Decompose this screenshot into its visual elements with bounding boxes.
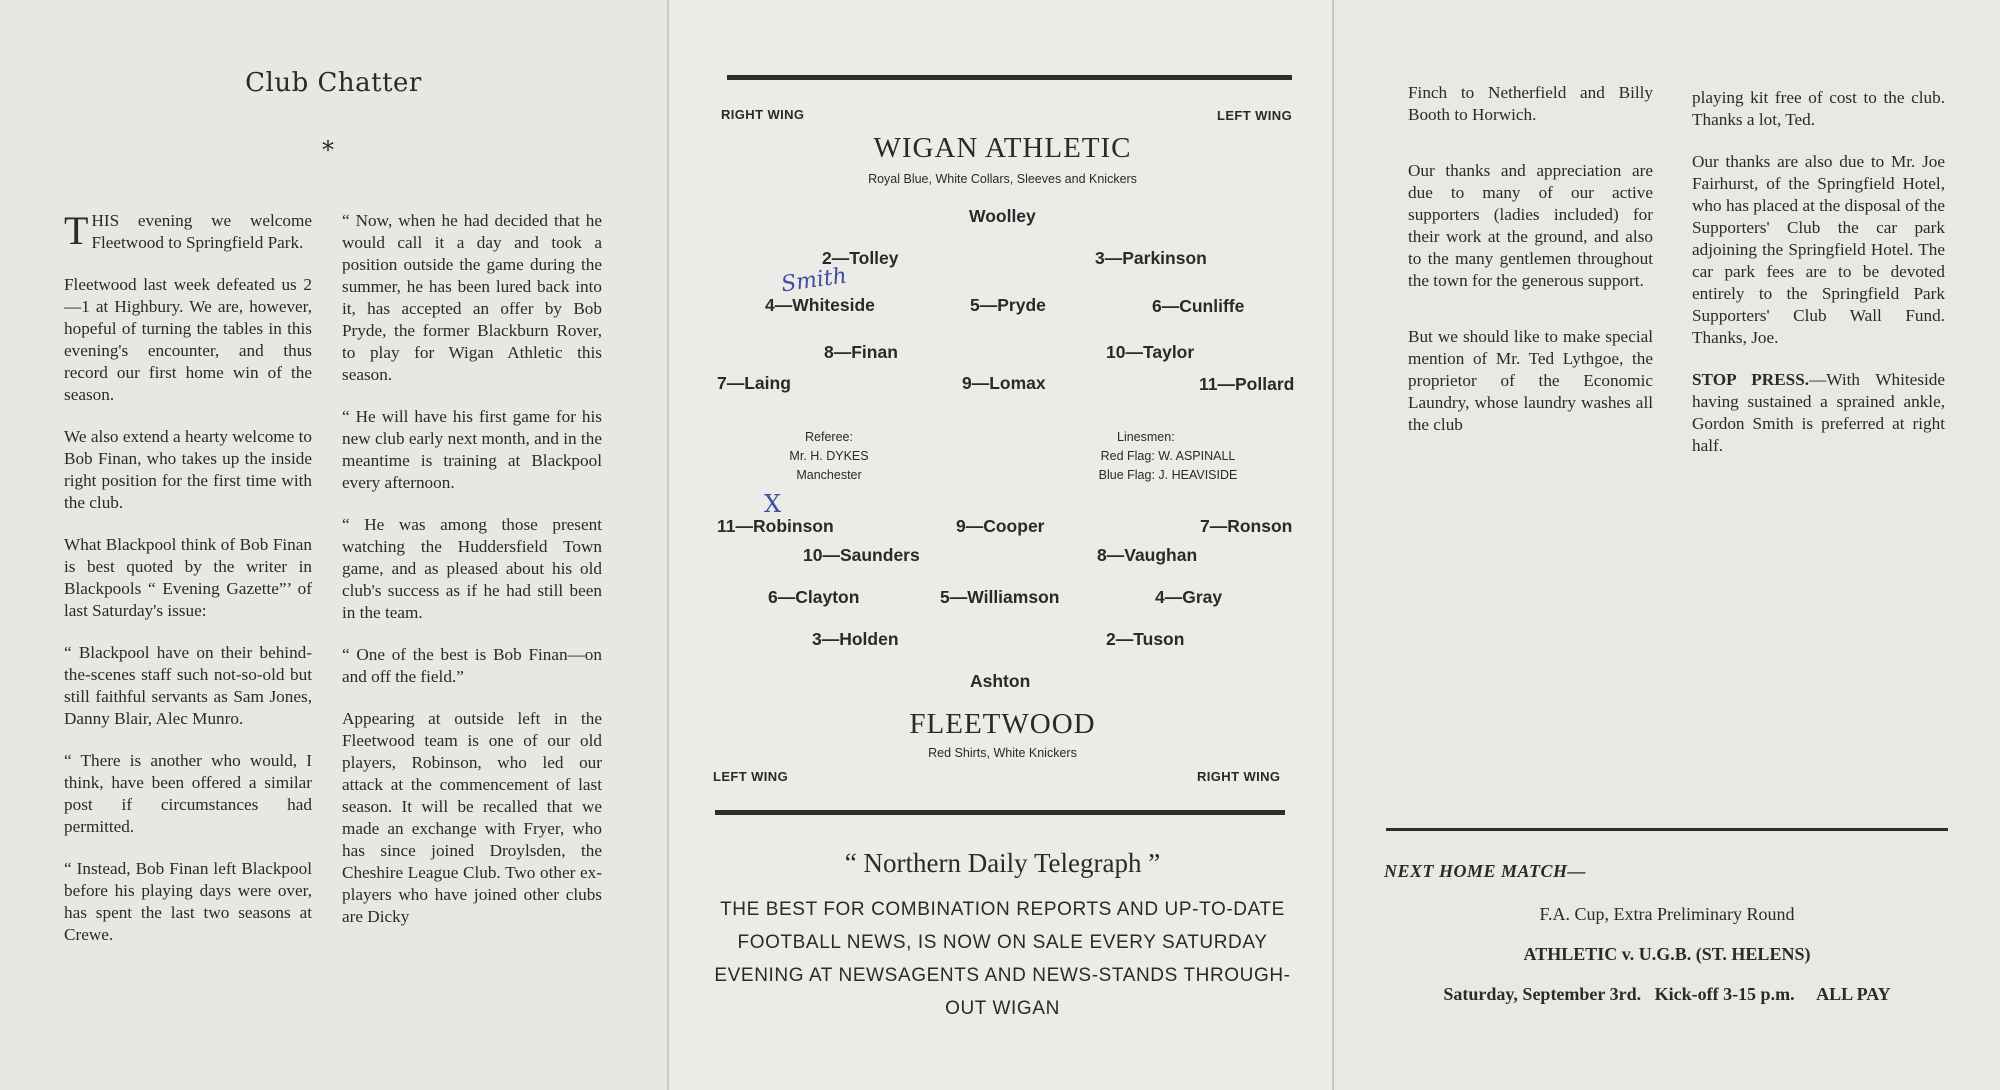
away-player: 2—Tuson <box>1106 629 1185 649</box>
next-match-date-kickoff: Saturday, September 3rd. Kick-off 3-15 p.m. ALL PAY <box>1443 984 1891 1004</box>
bottom-rule <box>715 810 1285 815</box>
paragraph: Fleetwood last week defeated us 2—1 at Highbury. We are, however, hopeful of turning the tables in this evening's encounter, and thus record our first home win of the season. <box>64 275 312 404</box>
paragraph: “ There is another who would, I think, have been offered a similar post if circumstances had permitted. <box>64 751 312 836</box>
team-sheet-panel <box>667 0 1334 1090</box>
home-player: 11—Pollard <box>1199 374 1295 394</box>
fold-crease <box>666 0 669 1090</box>
fold-crease <box>1333 0 1336 1090</box>
stop-press-label: STOP PRESS. <box>1692 370 1810 389</box>
referee-town: Manchester <box>796 468 862 482</box>
linesmen-block <box>1068 428 1268 485</box>
home-right-wing-label: RIGHT WING <box>721 107 805 122</box>
home-player: 7—Laing <box>717 373 791 393</box>
right-panel <box>1334 0 2000 1090</box>
away-player: 11—Robinson <box>717 516 834 536</box>
next-match-rule <box>1386 828 1948 831</box>
home-goalkeeper: Woolley <box>969 206 1036 226</box>
away-goalkeeper: Ashton <box>970 671 1031 691</box>
home-player: 5—Pryde <box>970 295 1046 315</box>
home-team-name: WIGAN ATHLETIC <box>873 132 1132 164</box>
paragraph: “ One of the best is Bob Finan—on and off the field.” <box>342 645 602 686</box>
away-player: 6—Clayton <box>768 587 860 607</box>
away-player: 9—Cooper <box>956 516 1045 536</box>
away-player: 5—Williamson <box>940 587 1060 607</box>
paragraph: Appearing at outside left in the Fleetwood team is one of our old players, Robinson, who led our attack at the commencement of last season. It will be recalled that we made an exchange with Fryer, who has since joined Droylsden, the Cheshire League Club. Two other ex-players who have joined other clubs are Dicky <box>342 709 602 926</box>
red-flag-linesman: Red Flag: W. ASPINALL <box>1100 449 1236 463</box>
paragraph: But we should like to make special mention of Mr. Ted Lythgoe, the proprietor of the Economic Laundry, whose laundry washes all the club <box>1408 327 1653 434</box>
away-team-colours: Red Shirts, White Knickers <box>928 746 1077 760</box>
home-player: 9—Lomax <box>962 373 1046 393</box>
blue-flag-linesman: Blue Flag: J. HEAVISIDE <box>1098 468 1238 482</box>
drop-cap: T <box>64 208 89 253</box>
thanks-column-1 <box>1408 82 1653 456</box>
club-chatter-column-2 <box>342 210 602 948</box>
home-player: 3—Parkinson <box>1095 248 1207 268</box>
next-home-match-heading: NEXT HOME MATCH— <box>1384 861 1587 881</box>
away-left-wing-label: LEFT WING <box>713 769 789 784</box>
paragraph: We also extend a hearty welcome to Bob Finan, who takes up the inside right position for the first time with the club. <box>64 427 312 512</box>
next-match-fixture: ATHLETIC v. U.G.B. (ST. HELENS) <box>1523 944 1811 964</box>
home-player: 10—Taylor <box>1106 342 1195 362</box>
title-ornament: * <box>322 136 334 164</box>
away-player: 8—Vaughan <box>1097 545 1198 565</box>
handwritten-note: Smith <box>779 263 849 298</box>
left-panel <box>0 0 667 1090</box>
home-player: 6—Cunliffe <box>1152 296 1245 316</box>
away-right-wing-label: RIGHT WING <box>1197 769 1281 784</box>
paragraph: “ Now, when he had decided that he would call it a day and took a position outside the game during the summer, he has been lured back into it, has accepted an offer by Bob Pryde, the former Blackburn Rover, to play for Wigan Athletic this season. <box>342 211 602 384</box>
next-match-competition: F.A. Cup, Extra Preliminary Round <box>1539 904 1795 924</box>
paragraph: “ Instead, Bob Finan left Blackpool before his playing days were over, has spent the last two seasons at Crewe. <box>64 859 312 944</box>
advert-title: “ Northern Daily Telegraph ” <box>844 848 1161 878</box>
home-player: 2—Tolley <box>822 248 899 268</box>
paragraph: “ Blackpool have on their behind-the-scenes staff such not-so-old but still faithful servants as Sam Jones, Danny Blair, Alec Munro. <box>64 643 312 728</box>
referee-name: Mr. H. DYKES <box>789 449 869 463</box>
paragraph: “ He was among those present watching the Huddersfield Town game, and as pleased about his old club's success as if he had still been in the team. <box>342 515 602 622</box>
advert-body: THE BEST FOR COMBINATION REPORTS AND UP-TO-DATE FOOTBALL NEWS, IS NOW ON SALE EVERY SATURDAY EVENING AT NEWSAGENTS AND NEWS-STANDS THROUGH-OUT WIGAN <box>714 899 1291 1019</box>
paragraph: What Blackpool think of Bob Finan is best quoted by the writer in Blackpools “ Evening Gazette”’ of last Saturday's issue: <box>64 535 312 620</box>
paragraph: Our thanks and appreciation are due to many of our active supporters (ladies included) for their work at the ground, and also to the many gentlemen throughout the town for the generous support. <box>1408 161 1653 290</box>
home-player: 8—Finan <box>824 342 898 362</box>
stop-press-paragraph <box>1692 369 1945 457</box>
home-player: 4—Whiteside <box>765 295 875 315</box>
linesmen-label: Linesmen: <box>1117 430 1175 444</box>
away-player: 3—Holden <box>812 629 899 649</box>
top-rule <box>727 75 1292 80</box>
paragraph: Our thanks are also due to Mr. Joe Fairhurst, of the Springfield Hotel, who has placed at the disposal of the Supporters' Club the car park adjoining the Springfield Hotel. The car park fees are to be devoted entirely to the Springfield Park Supporters' Club Wall Fund. Thanks, Joe. <box>1692 152 1945 347</box>
paragraph <box>64 210 312 254</box>
referee-label: Referee: <box>805 430 853 444</box>
handwritten-cross-mark: X <box>764 490 782 518</box>
thanks-column-2 <box>1692 87 1945 477</box>
paragraph: Finch to Netherfield and Billy Booth to Horwich. <box>1408 83 1653 124</box>
home-left-wing-label: LEFT WING <box>1217 108 1293 123</box>
club-chatter-column-1 <box>64 210 312 966</box>
club-chatter-title: Club Chatter <box>245 68 422 98</box>
paragraph: “ He will have his first game for his new club early next month, and in the meantime is training at Blackpool every afternoon. <box>342 407 602 492</box>
away-player: 4—Gray <box>1155 587 1223 607</box>
away-player: 10—Saunders <box>803 545 920 565</box>
paragraph: playing kit free of cost to the club. Thanks a lot, Ted. <box>1692 88 1945 129</box>
away-team-name: FLEETWOOD <box>909 708 1096 740</box>
paragraph-text: HIS evening we welcome Fleetwood to Springfield Park. <box>91 211 312 252</box>
away-player: 7—Ronson <box>1200 516 1293 536</box>
home-team-colours: Royal Blue, White Collars, Sleeves and Knickers <box>868 172 1137 186</box>
referee-block <box>749 428 909 485</box>
stop-press-text: —With Whiteside having sustained a sprained ankle, Gordon Smith is preferred at right half. <box>1692 370 1945 455</box>
